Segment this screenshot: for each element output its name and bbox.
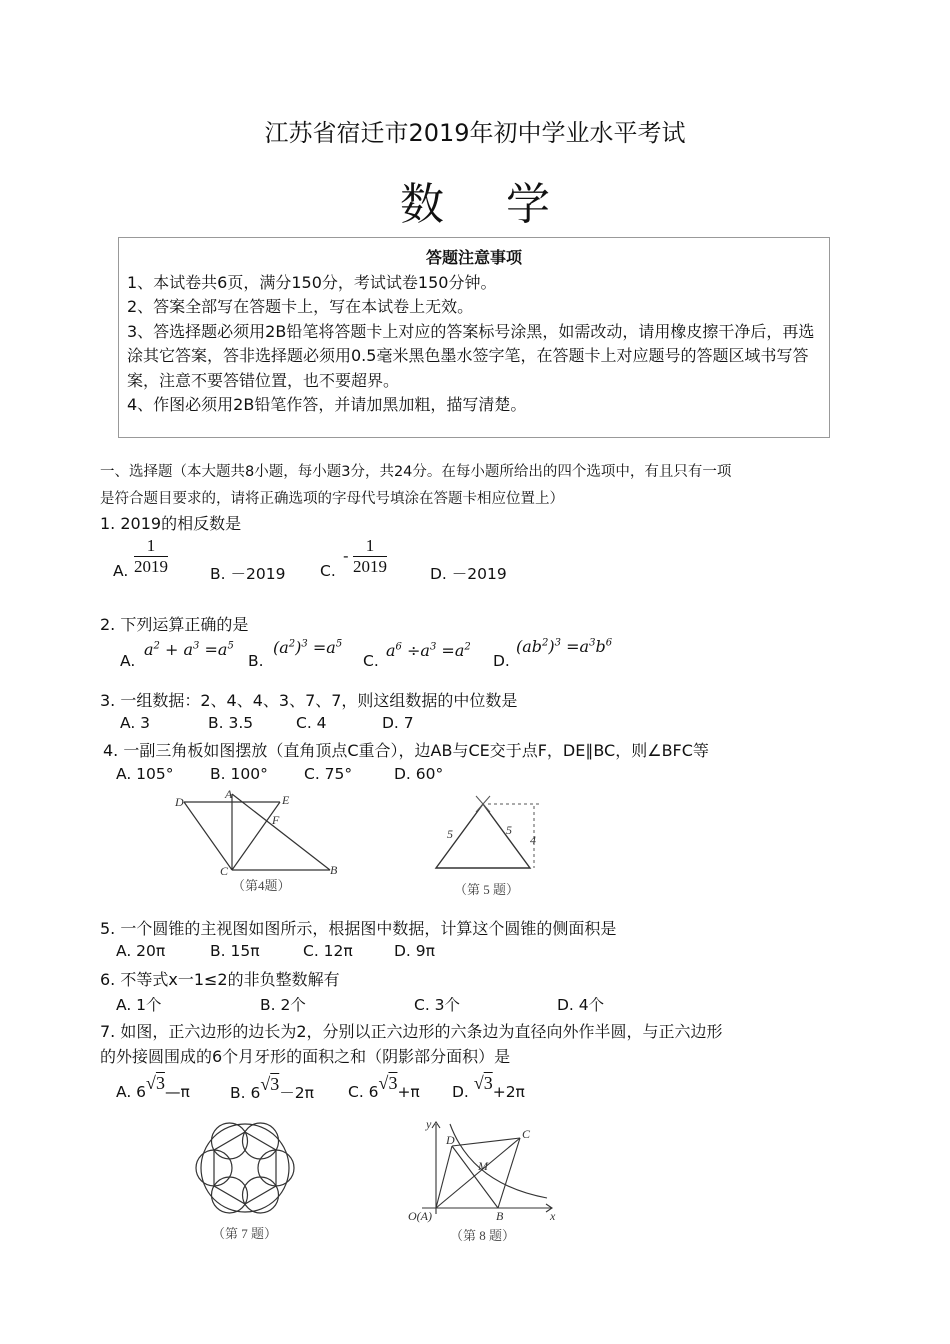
q7-b-prefix: B. 6 (230, 1084, 261, 1102)
q1-stem: 1. 2019的相反数是 (100, 514, 242, 533)
q7-c-prefix: C. 6 (348, 1083, 379, 1101)
q1-a-numerator: 1 (134, 536, 168, 557)
fig8-label-x: x (550, 1209, 556, 1223)
notice-line-3: 3、答选择题必须用2B铅笔将答题卡上对应的答案标号涂黑，如需改动，请用橡皮擦干净后，再选涂其它答案，答非选择题必须用0.5毫米黑色墨水签字笔，在答题卡上对应题号的答题区域书写答案，注意不要答错位置，也不要超界。 (127, 321, 815, 390)
q7-a-radicand: 3 (155, 1073, 165, 1093)
q1-option-b: B. －2019 (210, 565, 286, 583)
q5-option-c: C. 12π (303, 942, 353, 960)
q4-option-a: A. 105° (116, 765, 174, 783)
q4-option-b: B. 100° (210, 765, 268, 783)
q3-option-a: A. 3 (120, 714, 151, 732)
q2-option-d-label: D. (493, 652, 510, 670)
q3-option-b: B. 3.5 (208, 714, 254, 732)
q2-option-a-label: A. (120, 652, 136, 670)
q1-option-a-fraction (134, 536, 168, 577)
q7-stem-line1: 7. 如图，正六边形的边长为2，分别以正六边形的六条边为直径向外作半圆，与正六边形 (100, 1022, 723, 1041)
fig5-caption: （第 5 题） (454, 882, 520, 897)
fig8-caption: （第 8 题） (450, 1228, 516, 1243)
notice-box (118, 237, 830, 438)
q2-option-a-expr: $a^2 + a^3 =a^5$ (144, 640, 234, 659)
fig4-label-d: D (175, 795, 184, 809)
notice-line-4: 4、作图必须用2B铅笔作答，并请加黑加粗，描写清楚。 (127, 395, 527, 414)
q2-option-c-label: C. (363, 652, 379, 670)
exam-title: 江苏省宿迁市2019年初中学业水平考试 (264, 119, 686, 147)
q7-stem-line2: 的外接圆围成的6个月牙形的面积之和（阴影部分面积）是 (100, 1047, 511, 1066)
q7-option-a: A. 6√3—π (116, 1073, 190, 1101)
fig4-label-c: C (220, 864, 229, 878)
fig7-caption: （第 7 题） (212, 1226, 278, 1241)
q7-d-suffix: +2π (492, 1083, 525, 1101)
q1-option-d: D. －2019 (430, 565, 507, 583)
q1-option-c-sign: - (343, 547, 349, 565)
q6-option-d: D. 4个 (557, 996, 605, 1014)
q5-stem: 5. 一个圆锥的主视图如图所示，根据图中数据，计算这个圆锥的侧面积是 (100, 919, 617, 938)
q1-option-c-fraction (353, 536, 387, 577)
figure-5 (418, 792, 548, 904)
q7-a-prefix: A. 6 (116, 1083, 147, 1101)
notice-line-1: 1、本试卷共6页，满分150分，考试试卷150分钟。 (127, 272, 497, 292)
notice-line-2: 2、答案全部写在答题卡上，写在本试卷上无效。 (127, 297, 474, 316)
fig5-label-slant-left: 5 (447, 827, 453, 841)
q2-option-d-expr: $(ab^2)^3 =a^3b^6$ (516, 637, 613, 656)
q2-option-b-expr: $(a^2)^3 =a^5$ (273, 638, 343, 657)
q4-option-d: D. 60° (394, 765, 444, 783)
section-heading-line1: 一、选择题（本大题共8小题，每小题3分，共24分。在每小题所给出的四个选项中，有且只有一项 (100, 464, 732, 480)
subject-title: 数 学 (400, 179, 574, 230)
q7-d-prefix: D. (452, 1083, 469, 1101)
notice-heading: 答题注意事项 (425, 248, 522, 267)
figure-4 (172, 788, 352, 900)
q7-a-suffix: —π (164, 1083, 190, 1101)
fig8-label-y: y (426, 1117, 432, 1131)
q7-option-b: B. 6√3－2π (230, 1074, 314, 1102)
fig8-label-c: C (522, 1127, 531, 1141)
fig5-label-slant-right: 5 (506, 823, 512, 837)
q6-option-b: B. 2个 (260, 996, 306, 1014)
fig8-label-b: B (496, 1209, 504, 1223)
figure-7 (190, 1110, 300, 1246)
q7-c-radicand: 3 (388, 1073, 398, 1093)
q1-a-denominator: 2019 (134, 557, 168, 576)
q1-option-a-label: A. (113, 562, 129, 580)
figure-8 (402, 1114, 562, 1248)
q3-option-d: D. 7 (382, 714, 414, 732)
q4-option-c: C. 75° (304, 765, 353, 783)
q1-c-denominator: 2019 (353, 557, 387, 576)
q7-b-suffix: －2π (279, 1084, 314, 1102)
q5-option-d: D. 9π (394, 942, 435, 960)
q4-stem: 4. 一副三角板如图摆放（直角顶点C重合），边AB与CE交于点F，DE∥BC，则∠BFC等 (103, 741, 709, 760)
q7-d-radicand: 3 (483, 1073, 493, 1093)
fig4-label-f: F (272, 813, 280, 827)
q5-option-a: A. 20π (116, 942, 166, 960)
q6-stem: 6. 不等式x一1≤2的非负整数解有 (100, 970, 340, 989)
q5-option-b: B. 15π (210, 942, 260, 960)
q2-option-c-expr: $a^6 \div a^3 =a^2$ (386, 641, 471, 660)
q1-c-numerator: 1 (353, 536, 387, 557)
q1-option-c-label: C. (320, 562, 336, 580)
q2-option-b-label: B. (248, 652, 264, 670)
fig8-label-origin: O(A) (408, 1209, 432, 1223)
fig8-label-d: D (446, 1133, 455, 1147)
fig4-label-a: A (225, 788, 233, 801)
section-heading-line2: 是符合题目要求的，请将正确选项的字母代号填涂在答题卡相应位置上） (100, 491, 564, 507)
q6-option-c: C. 3个 (414, 996, 461, 1014)
q7-c-suffix: +π (397, 1083, 420, 1101)
fig4-caption: （第4题） (232, 878, 291, 893)
q3-stem: 3. 一组数据：2、4、4、3、7、7，则这组数据的中位数是 (100, 691, 518, 710)
q6-option-a: A. 1个 (116, 996, 162, 1014)
fig8-label-m: M (478, 1159, 488, 1173)
q7-option-c: C. 6√3+π (348, 1073, 420, 1101)
q2-stem: 2. 下列运算正确的是 (100, 615, 249, 634)
q7-option-d: D. √3+2π (452, 1073, 525, 1101)
q7-b-radicand: 3 (270, 1074, 280, 1094)
fig5-label-height: 4 (530, 833, 536, 847)
q3-option-c: C. 4 (296, 714, 327, 732)
fig4-label-e: E (282, 793, 290, 807)
fig4-label-b: B (330, 863, 338, 877)
